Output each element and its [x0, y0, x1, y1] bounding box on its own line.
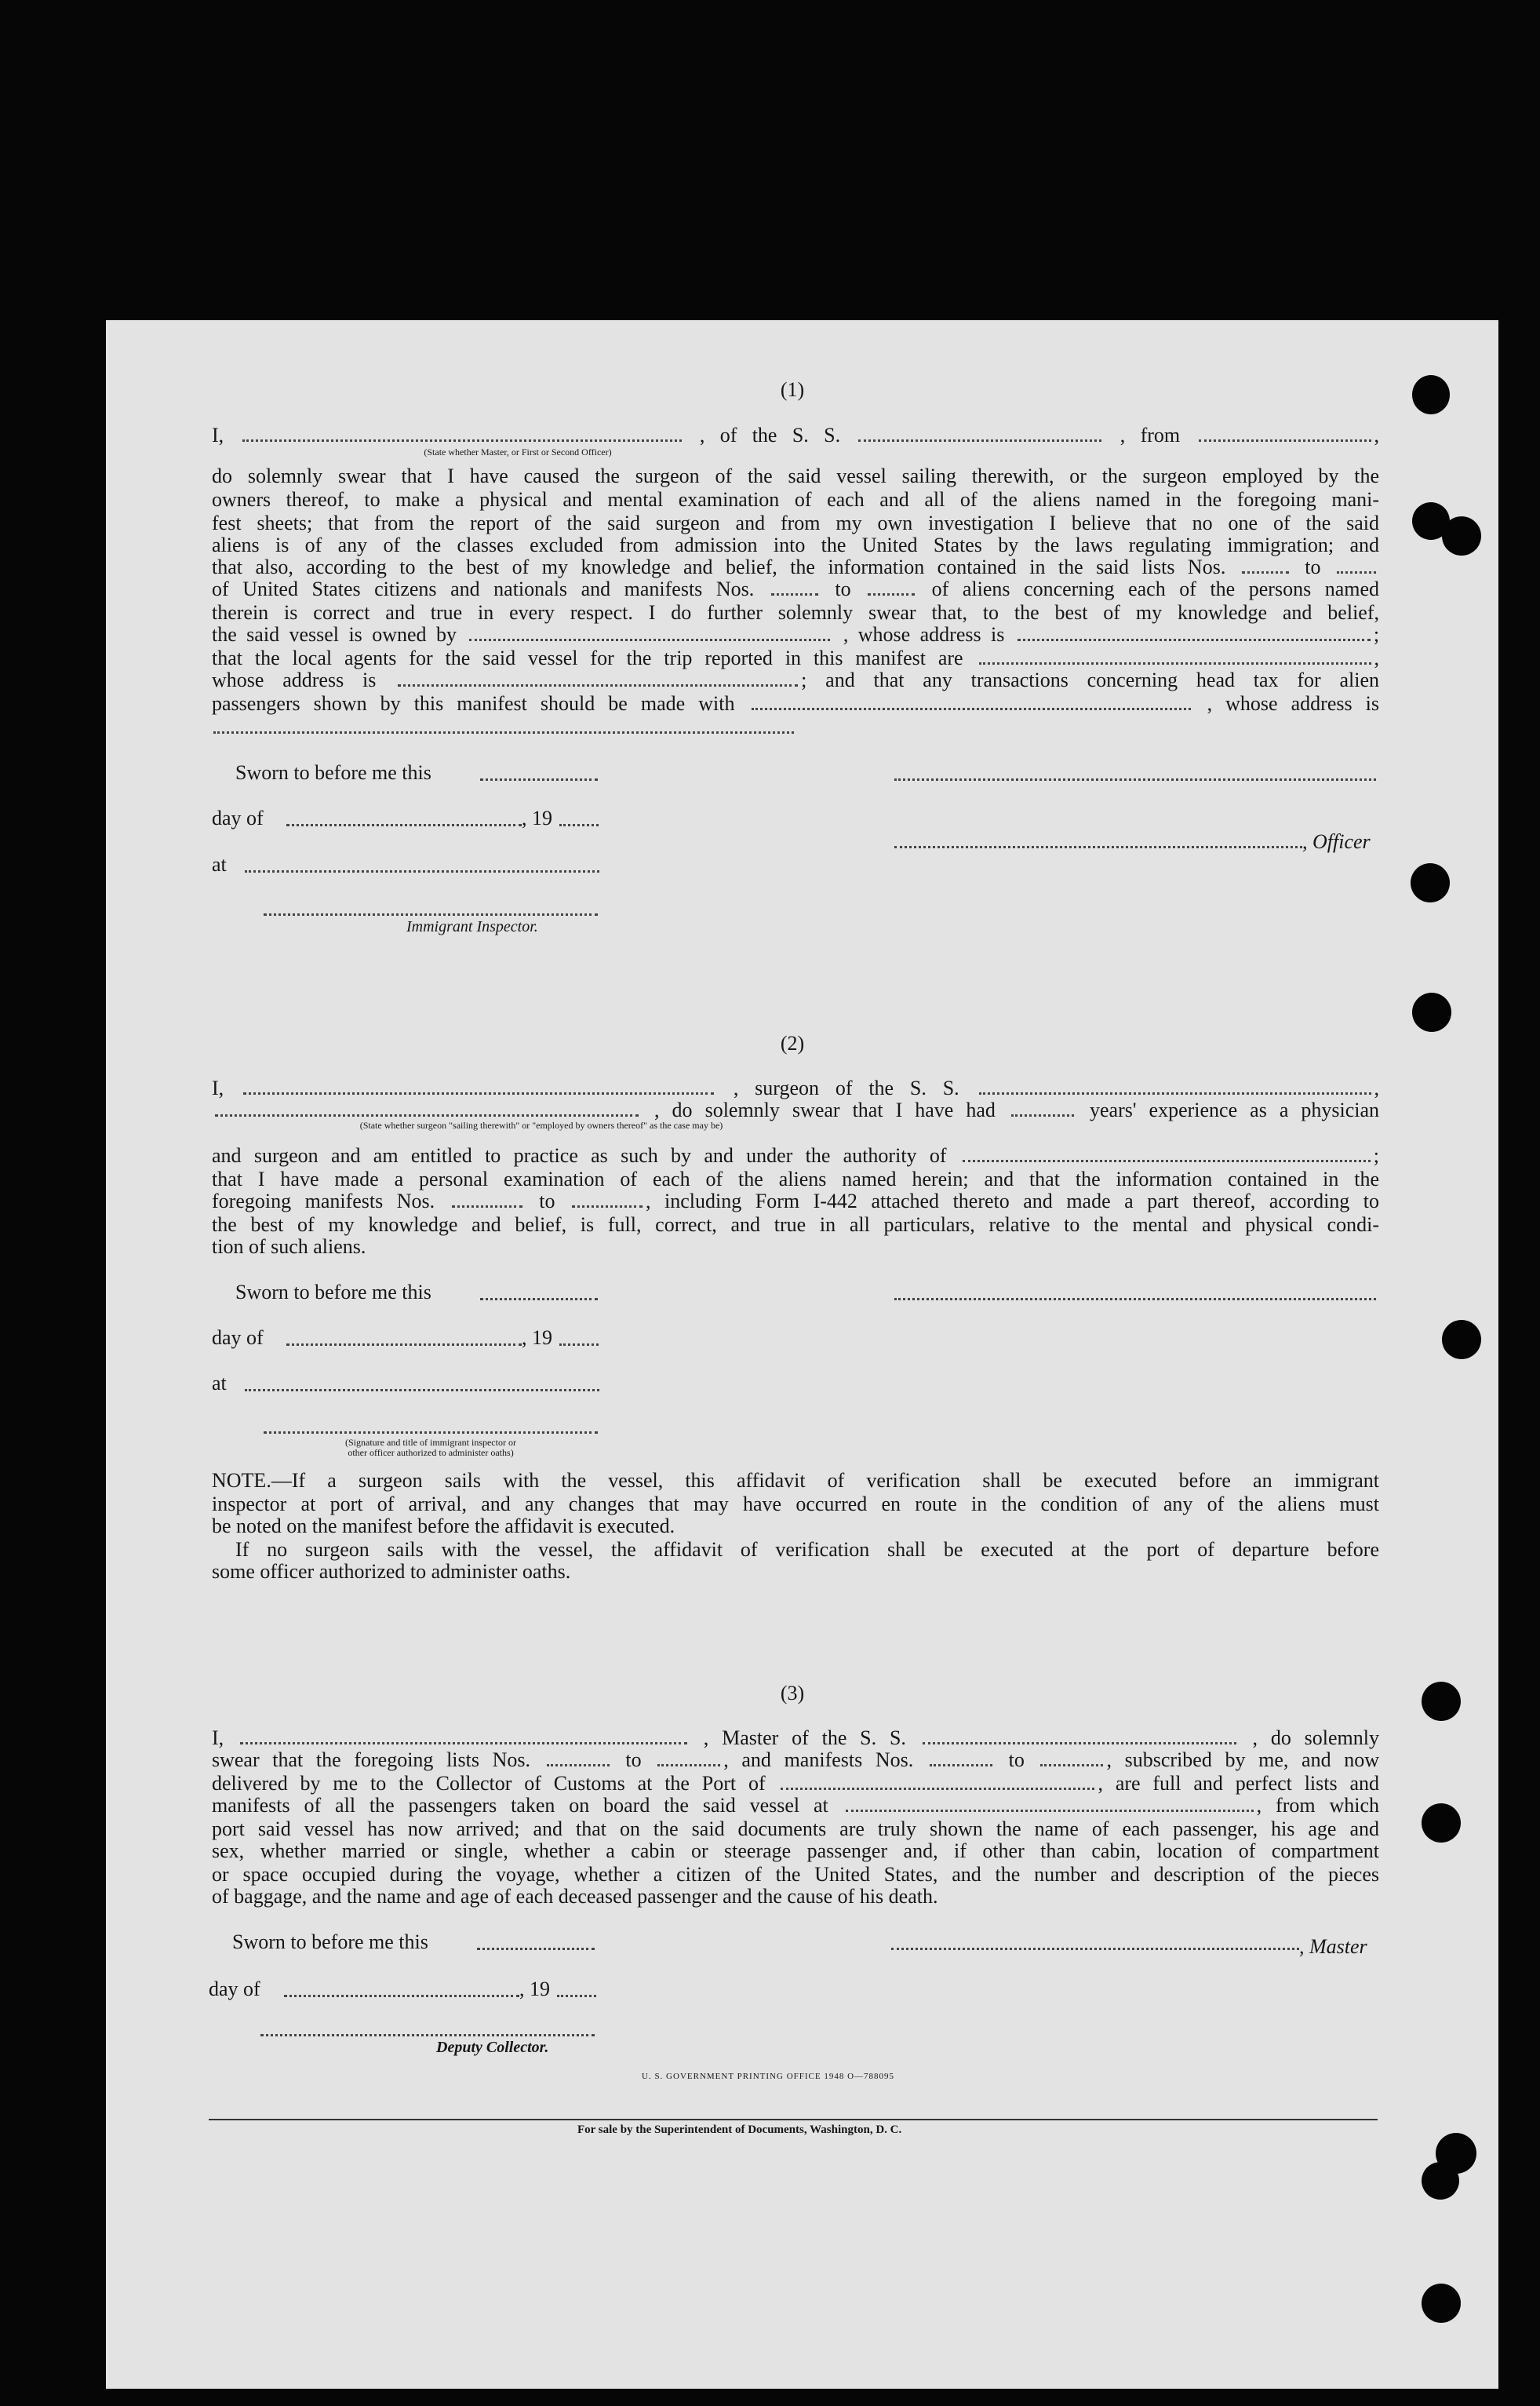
- s3-sworn-label: Sworn to before me this: [232, 1930, 428, 1953]
- s1-text: aliens is of any of the classes excluded from admission into the United States by the laws regulating immigration; and: [212, 534, 1379, 556]
- s1-lists-line: [212, 556, 1379, 579]
- s3-text: , from which: [1256, 1794, 1380, 1817]
- s3-do-solemnly: , do solemnly: [1252, 1726, 1379, 1749]
- s1-officer-name-blank[interactable]: [894, 846, 1302, 848]
- s2-text: foregoing manifests Nos.: [212, 1190, 435, 1212]
- s1-agents-line: [212, 647, 1379, 670]
- s1-agents-address-line: [212, 669, 1379, 692]
- s2-note-text: NOTE.—If a surgeon sails with the vessel, this affidavit of verification shall be executed before an immigrant: [212, 1469, 1379, 1492]
- s2-text: years' experience as a physician: [1089, 1099, 1380, 1121]
- s3-text: delivered by me to the Collector of Customs at the Port of: [212, 1772, 766, 1795]
- s1-headtax-address-blank[interactable]: [213, 731, 794, 734]
- punch-hole: [1422, 1682, 1461, 1721]
- s3-port-blank[interactable]: [781, 1785, 1094, 1790]
- s2-note-text: be noted on the manifest before the affidavit is executed.: [212, 1515, 675, 1537]
- s2-i: I,: [212, 1077, 224, 1099]
- s3-manifest-to-blank[interactable]: [1040, 1762, 1103, 1766]
- s1-text: therein is correct and true in every respect. I do further solemnly swear that, to the best of my knowledge and belief,: [212, 601, 1379, 624]
- s2-manifests-line: [212, 1190, 1379, 1213]
- s2-year-blank[interactable]: [559, 1343, 599, 1346]
- s1-manifest-to-blank[interactable]: [868, 591, 915, 596]
- s2-text: ;: [1373, 1144, 1380, 1167]
- s1-officer-rank-blank[interactable]: [242, 437, 682, 442]
- s2-text: that I have made a personal examination of each of the aliens named herein; and that the information contained in the: [212, 1168, 1379, 1190]
- s1-year-label: , 19: [522, 807, 552, 829]
- s3-intro-line: [212, 1726, 1379, 1750]
- s2-at-label: at: [212, 1372, 227, 1394]
- s1-text: of United States citizens and nationals and manifests Nos.: [212, 578, 755, 600]
- s3-collector-label: Deputy Collector.: [436, 2039, 549, 2056]
- s1-vessel-blank[interactable]: [858, 437, 1101, 442]
- s2-inspector-sign-blank[interactable]: [264, 1431, 598, 1434]
- s2-day-of-blank[interactable]: [286, 1343, 522, 1346]
- s2-note-text: If no surgeon sails with the vessel, the affidavit of verification shall be executed at the port of departure before: [235, 1538, 1379, 1561]
- s1-owner-line: [212, 623, 1379, 647]
- s3-text: to: [1008, 1748, 1025, 1771]
- s2-surgeon-name-blank[interactable]: [243, 1090, 714, 1095]
- s2-surgeon-sign-blank[interactable]: [894, 1298, 1376, 1300]
- s1-text: of aliens concerning each of the persons named: [931, 578, 1380, 600]
- punch-hole: [1412, 375, 1450, 414]
- s1-text: the said vessel is owned by: [212, 623, 457, 646]
- footer-rule: [209, 2119, 1378, 2120]
- s3-master-of: , Master of the S. S.: [703, 1726, 906, 1749]
- punch-hole: [1422, 1803, 1461, 1843]
- s2-sailing-blank[interactable]: [215, 1112, 639, 1117]
- s3-year-blank[interactable]: [557, 1995, 596, 1997]
- s3-boarded-line: [212, 1794, 1379, 1817]
- section-1-number: (1): [780, 378, 805, 401]
- s2-manifest-to-blank[interactable]: [572, 1203, 643, 1208]
- s1-inspector-label: Immigrant Inspector.: [406, 918, 538, 935]
- s1-text: ; and that any transactions concerning head tax for alien: [801, 669, 1379, 691]
- s1-text: ,: [1374, 647, 1380, 669]
- s1-i: I,: [212, 424, 224, 447]
- s3-text: port said vessel has now arrived; and that on the said documents are truly shown the name of each passenger, his age and: [212, 1817, 1379, 1840]
- s3-text: , subscribed by me, and now: [1106, 1748, 1380, 1771]
- s1-manifests-line: [212, 578, 1379, 601]
- s1-text: ;: [1373, 623, 1380, 646]
- s3-master-label: , Master: [1299, 1935, 1367, 1958]
- s2-sig-hint-2: other officer authorized to administer oaths): [348, 1447, 514, 1458]
- s2-note-text: some officer authorized to administer oaths.: [212, 1560, 571, 1583]
- s3-text: sex, whether married or single, whether a cabin or steerage passenger and, if other than cabin, location of compartment: [212, 1839, 1379, 1862]
- s2-note-text: inspector at port of arrival, and any changes that may have occurred en route in the condition of any of the aliens must: [212, 1493, 1379, 1515]
- s1-agents-address-blank[interactable]: [398, 682, 798, 687]
- s1-manifest-from-blank[interactable]: [771, 591, 818, 596]
- s1-from-blank[interactable]: [1199, 437, 1371, 442]
- s2-text: tion of such aliens.: [212, 1235, 366, 1258]
- s1-headtax-blank[interactable]: [752, 705, 1191, 710]
- punch-hole: [1411, 863, 1450, 902]
- s3-text: to: [625, 1748, 642, 1771]
- s1-text: do solemnly swear that I have caused the surgeon of the said vessel sailing therewith, or the surgeon employed by the: [212, 465, 1379, 487]
- s2-sailing-hint: (State whether surgeon "sailing therewith" or "employed by owners thereof" as the case may be): [359, 1120, 723, 1131]
- s3-year-label: , 19: [519, 1978, 550, 2000]
- s2-text: , do solemnly swear that I have had: [654, 1099, 996, 1121]
- s1-text: , whose address is: [843, 623, 1005, 646]
- s1-text: fest sheets; that from the report of the said surgeon and from my own investigation I believe that no one of the said: [212, 512, 1379, 534]
- s2-surgeon-of: , surgeon of the S. S.: [733, 1077, 959, 1099]
- s2-comma: ,: [1374, 1077, 1379, 1099]
- s1-headtax-line: [212, 692, 1379, 716]
- s2-sworn-day-blank[interactable]: [480, 1298, 598, 1300]
- s1-sworn-day-blank[interactable]: [480, 778, 598, 781]
- section-3-number: (3): [780, 1682, 805, 1704]
- s1-text: , whose address is: [1207, 692, 1380, 715]
- s3-collector-sign-blank[interactable]: [260, 2034, 595, 2036]
- s1-text: whose address is: [212, 669, 377, 691]
- s2-day-of-label: day of: [212, 1326, 264, 1349]
- s1-text: that the local agents for the said vessel for the trip reported in this manifest are: [212, 647, 963, 669]
- s2-sig-hint-1: (Signature and title of immigrant inspector or: [345, 1437, 516, 1448]
- s1-sworn-label: Sworn to before me this: [235, 761, 431, 784]
- s3-master-sign-blank[interactable]: [891, 1948, 1299, 1950]
- s2-year-label: , 19: [522, 1326, 552, 1349]
- s2-text: and surgeon and am entitled to practice as such by and under the authority of: [212, 1144, 947, 1167]
- s2-text: , including Form I-442 attached thereto and made a part thereof, according to: [646, 1190, 1380, 1212]
- s2-at-blank[interactable]: [245, 1389, 599, 1391]
- s3-master-name-blank[interactable]: [240, 1740, 687, 1744]
- s1-at-blank[interactable]: [245, 870, 599, 873]
- s3-day-of-blank[interactable]: [284, 1995, 519, 1997]
- s2-text: the best of my knowledge and belief, is full, correct, and true in all particulars, relative to the mental and physical condi-: [212, 1213, 1379, 1236]
- s1-officer-hint: (State whether Master, or First or Second Officer): [424, 447, 612, 458]
- s3-text: , are full and perfect lists and: [1098, 1772, 1379, 1795]
- s2-years-blank[interactable]: [1011, 1112, 1074, 1117]
- s2-text: to: [539, 1190, 555, 1212]
- s1-officer-label: , Officer: [1302, 830, 1371, 853]
- s1-day-of-label: day of: [212, 807, 264, 829]
- s1-text: to: [835, 578, 851, 600]
- s3-text: of baggage, and the name and age of each deceased passenger and the cause of his death.: [212, 1885, 938, 1908]
- s3-lists-line: [212, 1748, 1379, 1772]
- printing-office-line: U. S. GOVERNMENT PRINTING OFFICE 1948 O—788095: [642, 2072, 895, 2081]
- s3-text: manifests of all the passengers taken on board the said vessel at: [212, 1794, 828, 1817]
- s1-of-ss: , of the S. S.: [699, 424, 841, 447]
- s1-intro-line: [212, 424, 1379, 447]
- s2-vessel-blank[interactable]: [979, 1090, 1371, 1095]
- s3-text: , and manifests Nos.: [723, 1748, 914, 1771]
- s1-year-blank[interactable]: [559, 824, 599, 826]
- s3-port-line: [212, 1772, 1379, 1795]
- s1-text: owners thereof, to make a physical and mental examination of each and all of the aliens named in the foregoing mani-: [212, 488, 1379, 511]
- s3-vessel-blank[interactable]: [923, 1740, 1236, 1744]
- punch-hole: [1442, 1320, 1481, 1359]
- s1-inspector-sign-blank[interactable]: [264, 913, 598, 916]
- s1-list-to-blank[interactable]: [1337, 569, 1376, 574]
- s2-experience-line: [212, 1099, 1379, 1122]
- s1-text: to: [1305, 556, 1321, 578]
- s1-text: passengers shown by this manifest should be made with: [212, 692, 735, 715]
- s2-authority-line: [212, 1144, 1379, 1168]
- s3-day-of-label: day of: [209, 1978, 260, 2000]
- s1-agents-blank[interactable]: [979, 660, 1371, 665]
- s1-from: , from: [1120, 424, 1181, 447]
- section-2-number: (2): [780, 1032, 805, 1055]
- s1-owner-address-blank[interactable]: [1018, 636, 1371, 641]
- s3-i: I,: [212, 1726, 224, 1749]
- s1-day-of-blank[interactable]: [286, 824, 522, 826]
- s1-list-from-blank[interactable]: [1242, 569, 1289, 574]
- sale-notice: For sale by the Superintendent of Documents, Washington, D. C.: [577, 2123, 902, 2136]
- s2-manifest-from-blank[interactable]: [452, 1203, 522, 1208]
- punch-hole: [1422, 2162, 1459, 2200]
- punch-hole: [1422, 2284, 1461, 2323]
- s3-list-from-blank[interactable]: [547, 1762, 610, 1766]
- s2-authority-blank[interactable]: [963, 1157, 1371, 1162]
- s3-list-to-blank[interactable]: [657, 1762, 720, 1766]
- s1-at-label: at: [212, 853, 227, 876]
- punch-hole: [1412, 993, 1451, 1032]
- s1-owner-blank[interactable]: [469, 636, 830, 641]
- s1-officer-sign-blank[interactable]: [894, 778, 1376, 781]
- s1-text: that also, according to the best of my knowledge and belief, the information contained in the said lists Nos.: [212, 556, 1226, 578]
- s3-text: swear that the foregoing lists Nos.: [212, 1748, 531, 1771]
- s3-sworn-day-blank[interactable]: [477, 1948, 595, 1950]
- punch-hole: [1442, 516, 1481, 556]
- s3-manifest-from-blank[interactable]: [930, 1762, 992, 1766]
- s2-sworn-label: Sworn to before me this: [235, 1281, 431, 1303]
- s3-boarded-at-blank[interactable]: [846, 1807, 1254, 1812]
- s1-comma: ,: [1374, 424, 1379, 447]
- s3-text: or space occupied during the voyage, whether a citizen of the United States, and the number and description of the pieces: [212, 1863, 1379, 1886]
- s2-intro-line: [212, 1077, 1379, 1100]
